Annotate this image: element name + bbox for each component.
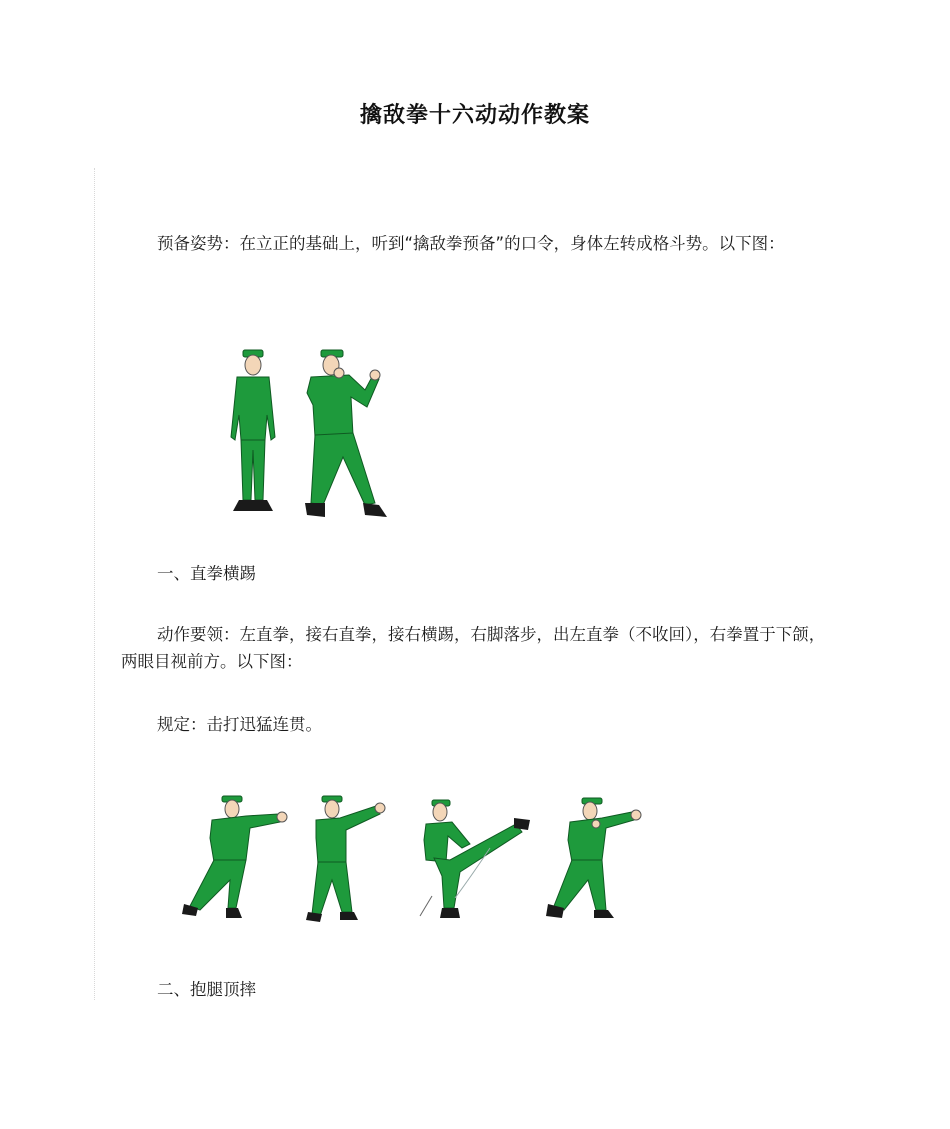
document-title: 擒敌拳十六动动作教案: [359, 103, 590, 128]
figure-ready-stance: [215, 345, 395, 525]
figure-straight-punch-kick-sequence: [170, 788, 660, 938]
section2-heading: 二、抱腿顶摔: [157, 980, 256, 999]
soldier-standing-illustration: [231, 350, 275, 511]
pose-right-side-kick-illustration: [420, 800, 530, 918]
soldier-fighting-stance-illustration: [305, 350, 387, 517]
section1-rule-paragraph: 规定：击打迅猛连贯。: [157, 715, 322, 734]
page-margin-rule: [94, 168, 95, 1000]
pose-right-straight-punch-illustration: [306, 796, 385, 922]
section1-heading: 一、直拳横踢: [157, 564, 256, 583]
section1-action-paragraph: 动作要领：左直拳，接右直拳，接右横踢，右脚落步，出左直拳（不收回），右拳置于下颌，两眼目视前方。以下图：: [121, 625, 826, 671]
intro-paragraph: 预备姿势：在立正的基础上，听到“擒敌拳预备”的口令，身体左转成格斗势。以下图：: [157, 234, 785, 253]
pose-final-left-punch-illustration: [546, 798, 641, 918]
pose-left-straight-punch-illustration: [182, 796, 287, 918]
